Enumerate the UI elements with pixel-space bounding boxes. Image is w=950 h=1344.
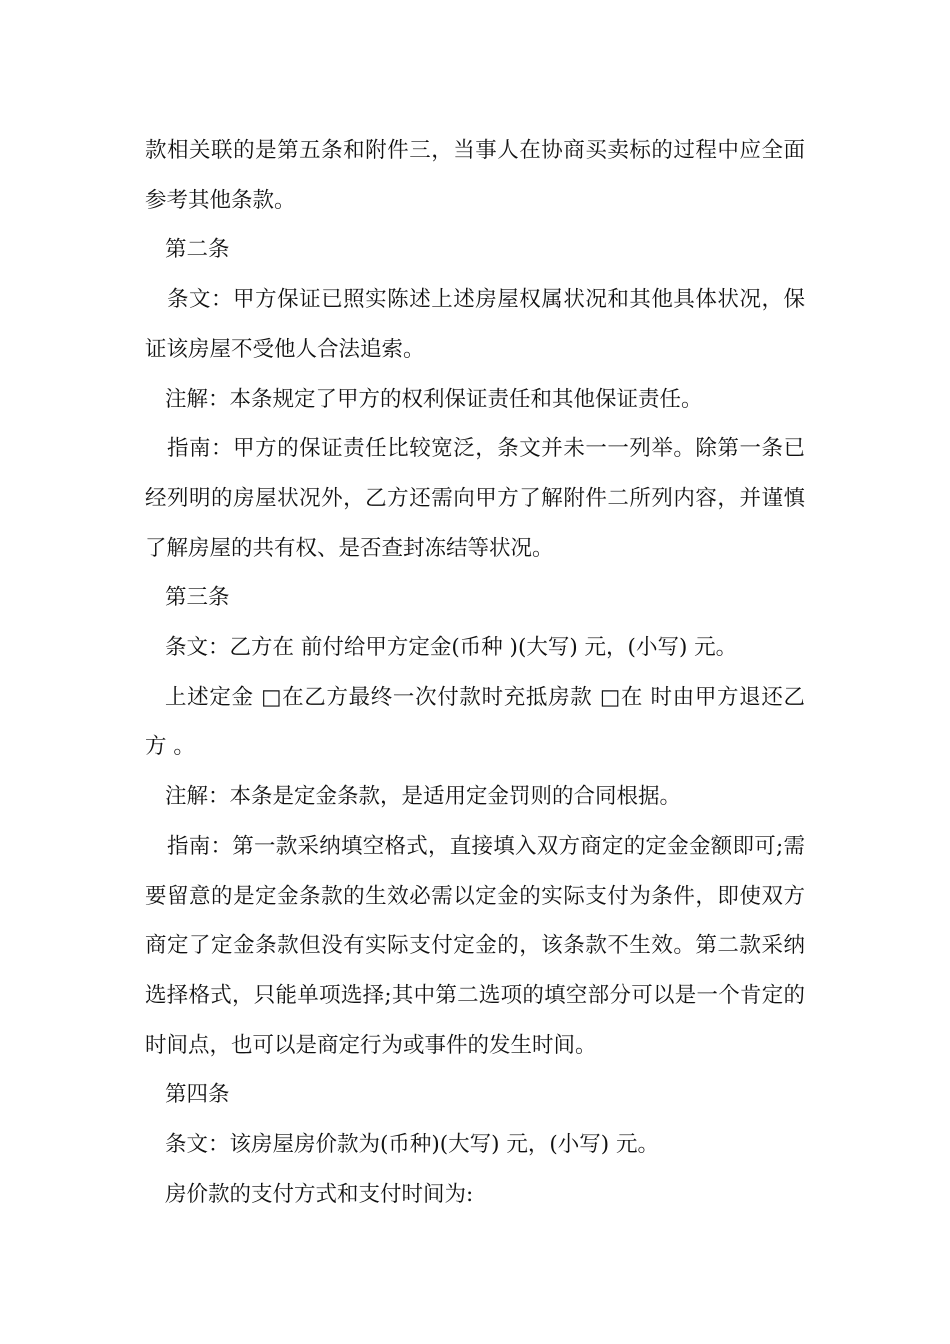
article-heading-2: 第二条 — [165, 237, 230, 263]
article-4-text: 条文：该房屋房价款为(币种)(大写) 元，(小写) 元。 — [165, 1132, 659, 1158]
article-3-note: 注解：本条是定金条款，是适用定金罚则的合同根据。 — [165, 784, 682, 810]
article-2-text: 条文：甲方保证已照实陈述上述房屋权属状况和其他具体状况，保证该房屋不受他人合法追索。 — [145, 287, 805, 362]
article-heading-3: 第三条 — [165, 585, 230, 611]
paragraph-continuation: 款相关联的是第五条和附件三，当事人在协商买卖标的过程中应全面参考其他条款。 — [145, 138, 805, 213]
article-2-guide: 指南：甲方的保证责任比较宽泛，条文并未一一列举。除第一条已经列明的房屋状况外，乙方还需向甲方了解附件二所列内容，并谨慎了解房屋的共有权、是否查封冻结等状况。 — [145, 436, 805, 561]
article-heading-4: 第四条 — [165, 1082, 230, 1108]
article-3-guide: 指南：第一款采纳填空格式，直接填入双方商定的定金金额即可;需要留意的是定金条款的生效必需以定金的实际支付为条件，即使双方商定了定金条款但没有实际支付定金的，该条款不生效。第二款采纳选择格式，只能单项选择;其中第二选项的填空部分可以是一个肯定的时间点，也可以是商定行为或事件的发生时间。 — [145, 833, 805, 1058]
document-body — [145, 126, 805, 1219]
article-3-deposit: 上述定金 □在乙方最终一次付款时充抵房款 □在 时由甲方退还乙方 。 — [145, 684, 805, 760]
article-3-text: 条文：乙方在 前付给甲方定金(币种 )(大写) 元，(小写) 元。 — [165, 635, 738, 661]
article-4-payment: 房价款的支付方式和支付时间为: — [165, 1181, 474, 1207]
article-2-note: 注解：本条规定了甲方的权利保证责任和其他保证责任。 — [165, 386, 703, 412]
